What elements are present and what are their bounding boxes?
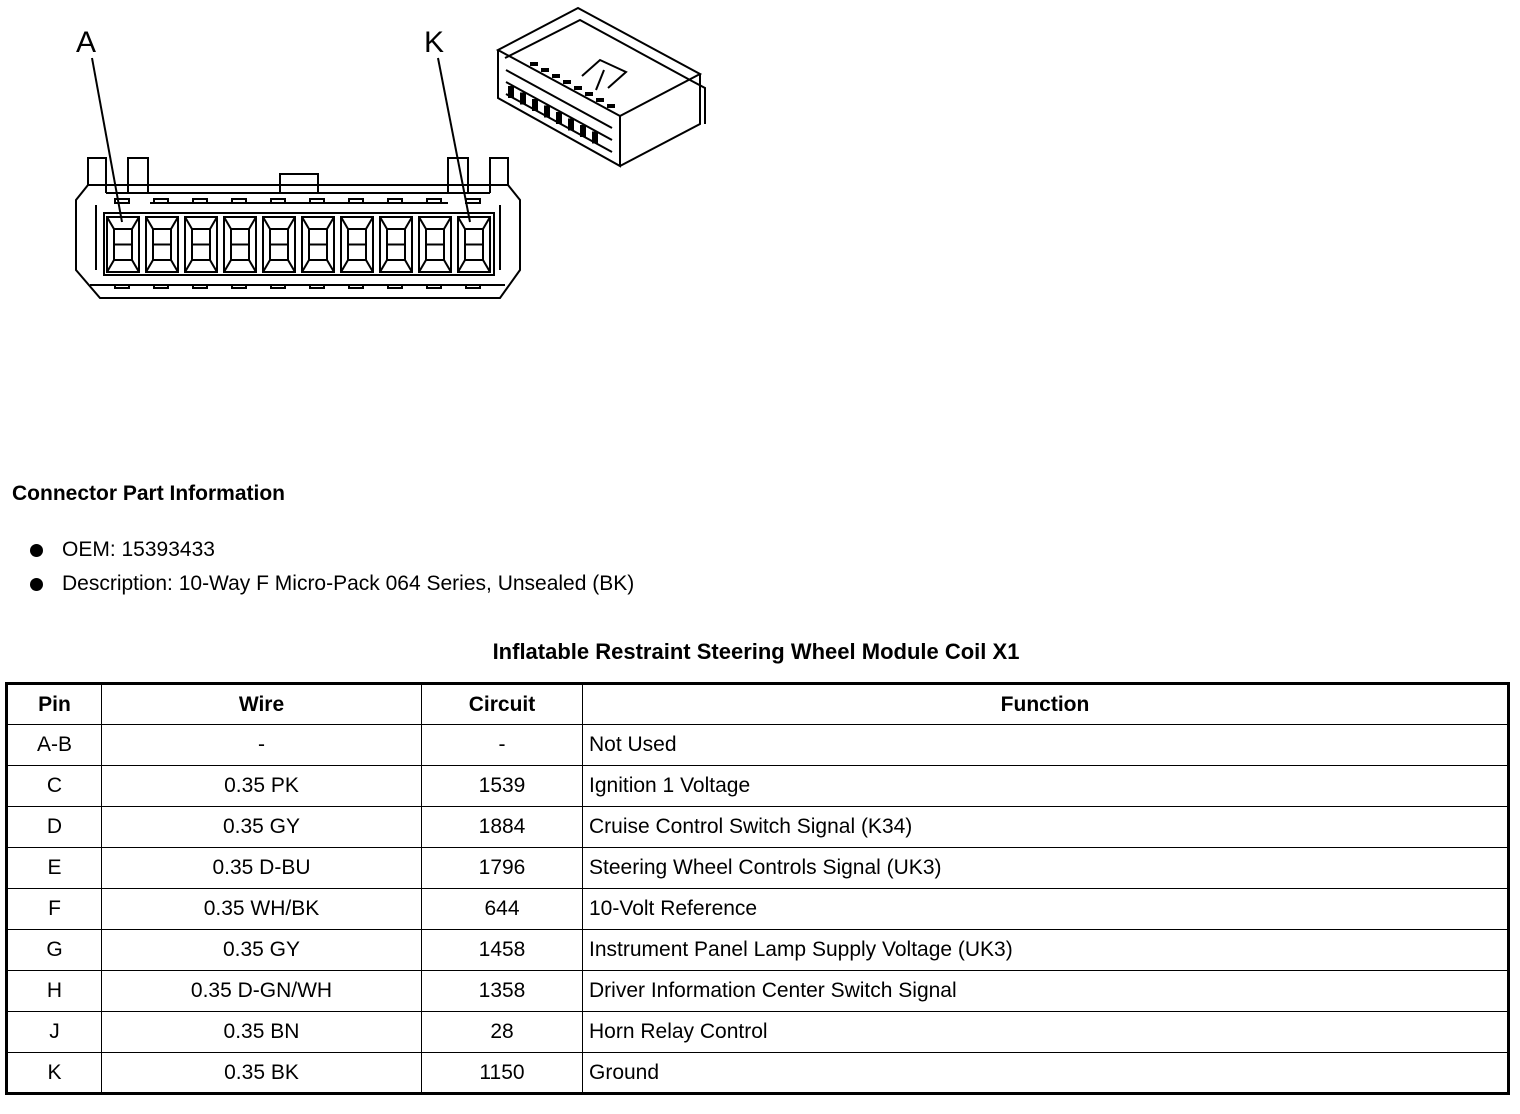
pin-bottom-mark xyxy=(427,285,441,288)
iso-top-slot xyxy=(563,80,571,84)
cell-pin: D xyxy=(7,807,102,848)
iso-cavity xyxy=(568,119,574,131)
iso-cavity xyxy=(592,132,598,144)
cell-function: 10-Volt Reference xyxy=(583,889,1509,930)
iso-top-slot xyxy=(530,62,538,66)
cell-function: Driver Information Center Switch Signal xyxy=(583,971,1509,1012)
pin-a-label: A xyxy=(76,26,97,59)
cell-wire: 0.35 GY xyxy=(102,930,422,971)
pin-bottom-mark xyxy=(310,285,324,288)
cell-function: Instrument Panel Lamp Supply Voltage (UK3) xyxy=(583,930,1509,971)
iso-top-slot xyxy=(552,74,560,78)
connector-isometric-view xyxy=(498,8,705,166)
iso-top-slot xyxy=(607,104,615,108)
cell-wire: 0.35 GY xyxy=(102,807,422,848)
pin-bottom-mark xyxy=(154,285,168,288)
pin-cavity xyxy=(419,217,451,272)
pin-cavity xyxy=(146,217,178,272)
iso-cavity xyxy=(508,86,514,98)
pin-slot-mark xyxy=(349,199,363,203)
iso-cavity xyxy=(520,93,526,105)
cell-function: Not Used xyxy=(583,725,1509,766)
pin-bottom-mark xyxy=(466,285,480,288)
pin-cavity xyxy=(458,217,490,272)
pin-slot-mark xyxy=(466,199,480,203)
cell-pin: G xyxy=(7,930,102,971)
header-wire: Wire xyxy=(102,684,422,725)
iso-cavity xyxy=(556,112,562,124)
cell-circuit: 1796 xyxy=(422,848,583,889)
pin-bottom-mark xyxy=(193,285,207,288)
pin-cavity xyxy=(380,217,412,272)
description-item xyxy=(30,570,634,604)
description-text: Description: 10-Way F Micro-Pack 064 Series, Unsealed (BK) xyxy=(62,572,635,595)
cell-wire: 0.35 WH/BK xyxy=(102,889,422,930)
iso-cavity xyxy=(544,106,550,118)
pin-slot-mark xyxy=(388,199,402,203)
pin-slot-mark xyxy=(232,199,246,203)
table-row xyxy=(7,930,1509,971)
table-row xyxy=(7,848,1509,889)
connector-diagram xyxy=(0,0,760,320)
pin-slot-mark xyxy=(310,199,324,203)
cell-circuit: 644 xyxy=(422,889,583,930)
iso-top-slot xyxy=(585,92,593,96)
cell-function: Steering Wheel Controls Signal (UK3) xyxy=(583,848,1509,889)
cell-circuit: - xyxy=(422,725,583,766)
cell-circuit: 1150 xyxy=(422,1053,583,1094)
pin-cavity xyxy=(185,217,217,272)
pin-bottom-mark xyxy=(388,285,402,288)
cell-pin: J xyxy=(7,1012,102,1053)
connector-info-heading: Connector Part Information xyxy=(12,482,286,505)
cell-wire: - xyxy=(102,725,422,766)
pin-cavity xyxy=(107,217,139,272)
pin-cavity xyxy=(341,217,373,272)
cell-wire: 0.35 D-GN/WH xyxy=(102,971,422,1012)
pin-cavity xyxy=(302,217,334,272)
iso-top-slot xyxy=(541,68,549,72)
cell-wire: 0.35 D-BU xyxy=(102,848,422,889)
cell-function: Ignition 1 Voltage xyxy=(583,766,1509,807)
connector-face-view xyxy=(76,158,520,298)
pin-k-label: K xyxy=(424,26,445,59)
cell-circuit: 1358 xyxy=(422,971,583,1012)
isometric-slots xyxy=(508,62,615,144)
table-row xyxy=(7,725,1509,766)
iso-cavity xyxy=(532,99,538,111)
table-row xyxy=(7,766,1509,807)
pin-bottom-mark xyxy=(232,285,246,288)
bullet-icon xyxy=(30,578,43,591)
table-row xyxy=(7,971,1509,1012)
pin-cavity xyxy=(263,217,295,272)
pinout-table xyxy=(5,682,1510,1095)
pin-slot-mark xyxy=(154,199,168,203)
table-header-row xyxy=(7,684,1509,725)
table-row xyxy=(7,1053,1509,1094)
cell-wire: 0.35 BN xyxy=(102,1012,422,1053)
cell-circuit: 1884 xyxy=(422,807,583,848)
cell-pin: K xyxy=(7,1053,102,1094)
cell-pin: H xyxy=(7,971,102,1012)
pin-slot-mark xyxy=(193,199,207,203)
iso-top-slot xyxy=(596,98,604,102)
cell-pin: C xyxy=(7,766,102,807)
header-function: Function xyxy=(583,684,1509,725)
pin-bottom-mark xyxy=(115,285,129,288)
pin-k-leader xyxy=(438,58,470,222)
cell-pin: A-B xyxy=(7,725,102,766)
table-row xyxy=(7,1012,1509,1053)
cell-wire: 0.35 PK xyxy=(102,766,422,807)
cell-function: Ground xyxy=(583,1053,1509,1094)
cell-circuit: 1458 xyxy=(422,930,583,971)
cell-wire: 0.35 BK xyxy=(102,1053,422,1094)
pin-slot-mark xyxy=(271,199,285,203)
table-row xyxy=(7,889,1509,930)
pin-a-leader xyxy=(92,58,122,222)
cell-function: Cruise Control Switch Signal (K34) xyxy=(583,807,1509,848)
header-pin: Pin xyxy=(7,684,102,725)
pin-cavity xyxy=(224,217,256,272)
iso-cavity xyxy=(580,125,586,137)
oem-text: OEM: 15393433 xyxy=(62,538,215,561)
cell-pin: F xyxy=(7,889,102,930)
cell-circuit: 28 xyxy=(422,1012,583,1053)
pin-slot-mark xyxy=(427,199,441,203)
table-row xyxy=(7,807,1509,848)
table-title: Inflatable Restraint Steering Wheel Module Coil X1 xyxy=(492,639,1020,664)
cell-function: Horn Relay Control xyxy=(583,1012,1509,1053)
cell-pin: E xyxy=(7,848,102,889)
pin-bottom-mark xyxy=(271,285,285,288)
oem-item xyxy=(30,536,634,570)
connector-info-list xyxy=(30,536,634,604)
bullet-icon xyxy=(30,544,43,557)
header-circuit: Circuit xyxy=(422,684,583,725)
cell-circuit: 1539 xyxy=(422,766,583,807)
iso-top-slot xyxy=(574,86,582,90)
pin-bottom-mark xyxy=(349,285,363,288)
